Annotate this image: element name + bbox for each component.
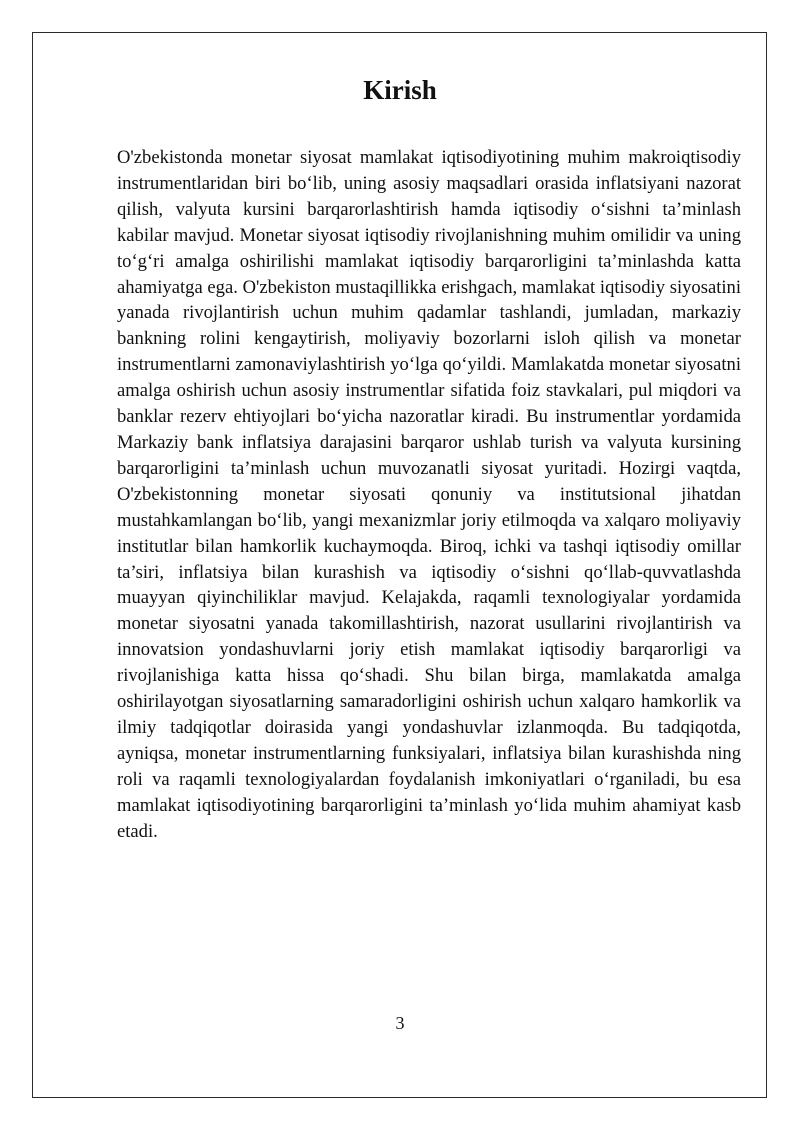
page-title: Kirish (363, 75, 437, 105)
page-number: 3 (395, 1013, 405, 1033)
body-paragraph: O'zbekistonda monetar siyosat mamlakat iqtisodiyotining muhim makroiqtisodiy instrumentlaridan biri bo‘lib, uning asosiy maqsadlari orasida inflatsiyani nazorat qilish, valyuta kursini barqarorlashtirish hamda iqtisodiy o‘sishni ta’minlash kabilar mavjud. Monetar siyosat iqtisodiy rivojlanishning muhim omilidir va uning to‘g‘ri amalga oshirilishi mamlakat iqtisodiy barqarorligini ta’minlashda katta ahamiyatga ega. O'zbekiston mustaqillikka erishgach, mamlakat iqtisodiy siyosatini yanada rivojlantirish uchun muhim qadamlar tashlandi, jumladan, markaziy bankning rolini kengaytirish, moliyaviy bozorlarni isloh qilish va monetar instrumentlarni zamonaviylashtirish yo‘lga qo‘yildi. Mamlakatda monetar siyosatni amalga oshirish uchun asosiy instrumentlar sifatida foiz stavkalari, pul miqdori va banklar rezerv ehtiyojlari bo‘yicha nazoratlar kiradi. Bu instrumentlar yordamida Markaziy bank inflatsiya darajasini barqaror ushlab turish va valyuta kursining barqarorligini ta’minlash uchun muvozanatli siyosat yuritadi. Hozirgi vaqtda, O'zbekistonning monetar siyosati qonuniy va institutsional jihatdan mustahkamlangan bo‘lib, yangi mexanizmlar joriy etilmoqda va xalqaro moliyaviy institutlar bilan hamkorlik kuchaymoqda. Biroq, ichki va tashqi iqtisodiy omillar ta’siri, inflatsiya bilan kurashish va iqtisodiy o‘sishni qo‘llab-quvvatlashda muayyan qiyinchiliklar mavjud. Kelajakda, raqamli texnologiyalar yordamida monetar siyosatni yanada takomillashtirish, nazorat usullarini rivojlantirish va innovatsion yondashuvlarni joriy etish mamlakat iqtisodiy barqarorligi va rivojlanishiga katta hissa qo‘shadi. Shu bilan birga, mamlakatda amalga oshirilayotgan siyosatlarning samaradorligini oshirish uchun xalqaro hamkorlik va ilmiy tadqiqotlar doirasida yangi yondashuvlar izlanmoqda. Bu tadqiqotda, ayniqsa, monetar instrumentlarning funksiyalari, inflatsiya bilan kurashishda ning roli va raqamli texnologiyalardan foydalanish imkoniyatlari o‘rganiladi, bu esa mamlakat iqtisodiyotining barqarorligini ta’minlash yo‘lida muhim ahamiyat kasb etadi. (117, 147, 741, 842)
